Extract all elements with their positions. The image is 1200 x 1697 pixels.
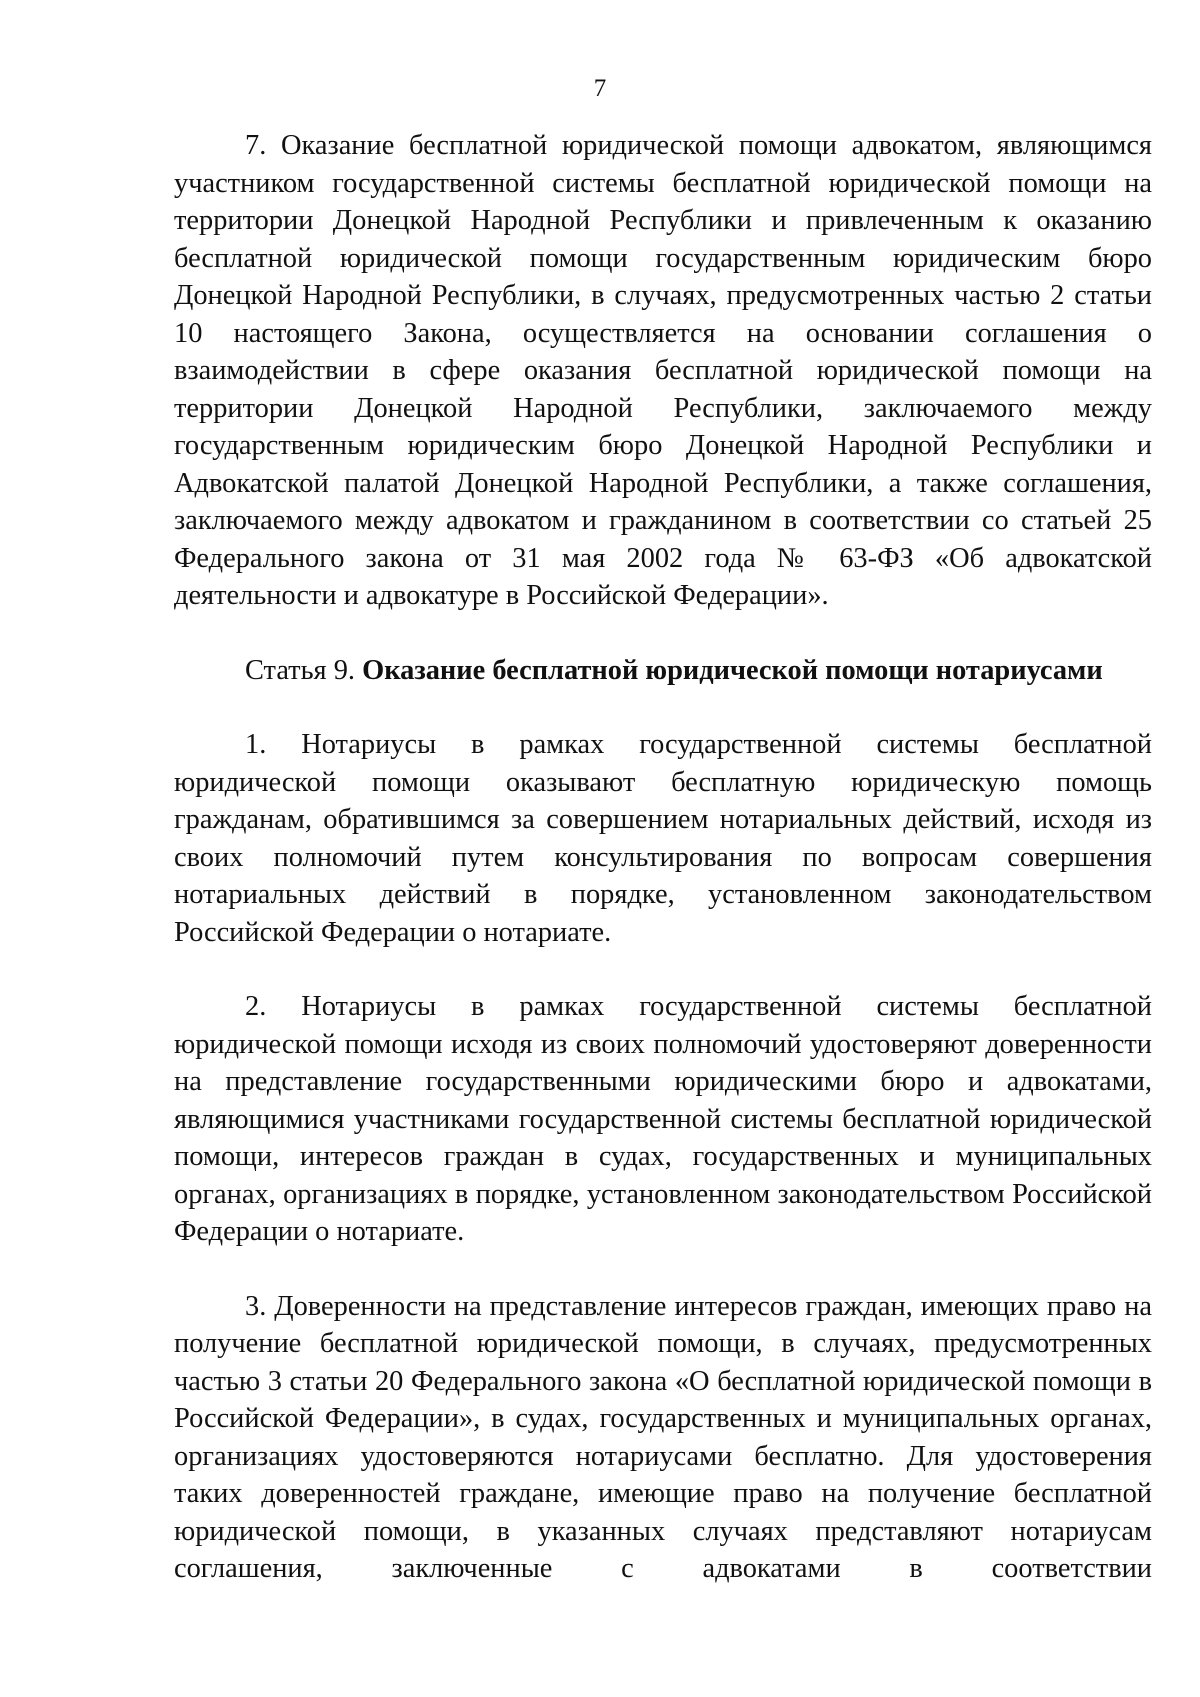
article-9-paragraph-2: 2. Нотариусы в рамках государственной системы бесплатной юридической помощи исходя из своих полномочий удостоверяют доверенности на представление государственными юридическими бюро и адвокатами, являющимися участниками государственной системы бесплатной юридической помощи, интересов граждан в судах, государственных и муниципальных органах, организациях в порядке, установленном законодательством Российской Федерации о нотариате. <box>174 991 1152 1247</box>
paragraph-7: 7. Оказание бесплатной юридической помощи адвокатом, являющимся участником государственной системы бесплатной юридической помощи на территории Донецкой Народной Республики и привлеченным к оказанию бесплатной юридической помощи государственным юридическим бюро Донецкой Народной Республики, в случаях, предусмотренных частью 2 статьи 10 настоящего Закона, осуществляется на основании соглашения о взаимодействии в сфере оказания бесплатной юридической помощи на территории Донецкой Народной Республики, заключаемого между государственным юридическим бюро Донецкой Народной Республики и Адвокатской палатой Донецкой Народной Республики, а также соглашения, заключаемого между адвокатом и гражданином в соответствии со статьей 25 Федерального закона от 31 мая 2002 года № 63-ФЗ «Об адвокатской деятельности и адвокатуре в Российской Федерации». <box>174 130 1152 611</box>
document-body <box>174 127 1152 1588</box>
article-9-title: Оказание бесплатной юридической помощи нотариусами <box>362 654 1103 686</box>
spacer <box>174 615 1152 652</box>
spacer <box>174 689 1152 726</box>
page-number: 7 <box>593 75 607 102</box>
article-9-paragraph-3: 3. Доверенности на представление интересов граждан, имеющих право на получение бесплатной юридической помощи, в случаях, предусмотренных частью 3 статьи 20 Федерального закона «О бесплатной юридической помощи в Российской Федерации», в судах, государственных и муниципальных органах, организациях удостоверяются нотариусами бесплатно. Для удостоверения таких доверенностей граждане, имеющие право на получение бесплатной юридической помощи, в указанных случаях представляют нотариусам соглашения, заключенные с адвокатами в соответствии <box>174 1290 1152 1584</box>
article-9-label: Статья 9. <box>245 654 355 686</box>
spacer <box>174 1251 1152 1288</box>
spacer <box>174 951 1152 988</box>
article-9-paragraph-1: 1. Нотариусы в рамках государственной системы бесплатной юридической помощи оказывают бесплатную юридическую помощь гражданам, обратившимся за совершением нотариальных действий, исходя из своих полномочий путем консультирования по вопросам совершения нотариальных действий в порядке, установленном законодательством Российской Федерации о нотариате. <box>174 729 1152 948</box>
article-9-heading <box>174 652 1152 690</box>
